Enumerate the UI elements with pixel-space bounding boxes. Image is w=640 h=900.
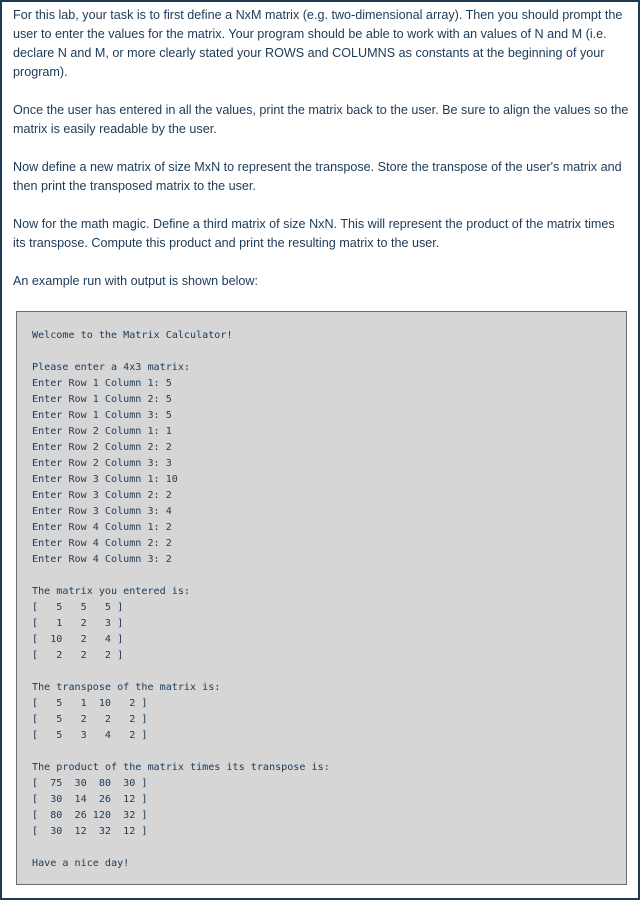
console-line (32, 664, 330, 680)
console-line: [ 30 12 32 12 ] (32, 826, 148, 837)
console-line: [ 1 2 3 ] (32, 618, 124, 629)
console-line: Have a nice day! (32, 858, 130, 869)
instruction-paragraph-define-matrix: For this lab, your task is to first define a NxM matrix (e.g. two-dimensional array). Then you should prompt the user to enter the values for the matrix. Your program should be able to work with an values of N and M (i.e. declare N and M, or more clearly stated your ROWS and COLUMNS as constants at the beginning of your program). (13, 8, 623, 79)
console-line: [ 30 14 26 12 ] (32, 794, 148, 805)
instruction-paragraph-example-intro: An example run with output is shown below: (13, 274, 259, 288)
console-output-lines (32, 328, 330, 872)
console-line: [ 5 3 4 2 ] (32, 730, 148, 741)
example-output-box (16, 311, 627, 885)
instruction-paragraph-transpose: Now define a new matrix of size MxN to represent the transpose. Store the transpose of the user's matrix and then print the transposed matrix to the user. (13, 160, 622, 193)
console-line: [ 75 30 80 30 ] (32, 778, 148, 789)
console-line: Enter Row 2 Column 3: 3 (32, 458, 172, 469)
console-line: [ 5 2 2 2 ] (32, 714, 148, 725)
console-line: Enter Row 1 Column 2: 5 (32, 394, 172, 405)
console-line (32, 840, 330, 856)
console-line: Enter Row 4 Column 2: 2 (32, 538, 172, 549)
console-line: Enter Row 4 Column 3: 2 (32, 554, 172, 565)
console-line: Enter Row 3 Column 3: 4 (32, 506, 172, 517)
instruction-paragraph-product: Now for the math magic. Define a third matrix of size NxN. This will represent the product of the matrix times its transpose. Compute this product and print the resulting matrix to the user. (13, 217, 615, 250)
console-line: [ 10 2 4 ] (32, 634, 124, 645)
console-line: The transpose of the matrix is: (32, 682, 221, 693)
console-line: [ 2 2 2 ] (32, 650, 124, 661)
console-line: Enter Row 3 Column 1: 10 (32, 474, 178, 485)
console-line: Welcome to the Matrix Calculator! (32, 330, 233, 341)
console-line: The matrix you entered is: (32, 586, 191, 597)
console-line: [ 5 5 5 ] (32, 602, 124, 613)
console-line: [ 80 26 120 32 ] (32, 810, 148, 821)
console-line: Please enter a 4x3 matrix: (32, 362, 191, 373)
console-line: [ 5 1 10 2 ] (32, 698, 148, 709)
console-line: Enter Row 2 Column 1: 1 (32, 426, 172, 437)
console-line: Enter Row 2 Column 2: 2 (32, 442, 172, 453)
console-line (32, 344, 330, 360)
console-line: Enter Row 1 Column 1: 5 (32, 378, 172, 389)
console-line (32, 744, 330, 760)
console-line: Enter Row 4 Column 1: 2 (32, 522, 172, 533)
instruction-paragraph-print-matrix: Once the user has entered in all the values, print the matrix back to the user. Be sure to align the values so the matrix is easily readable by the user. (13, 103, 629, 136)
console-line: Enter Row 1 Column 3: 5 (32, 410, 172, 421)
console-line: Enter Row 3 Column 2: 2 (32, 490, 172, 501)
console-line: The product of the matrix times its transpose is: (32, 762, 330, 773)
console-line (32, 568, 330, 584)
